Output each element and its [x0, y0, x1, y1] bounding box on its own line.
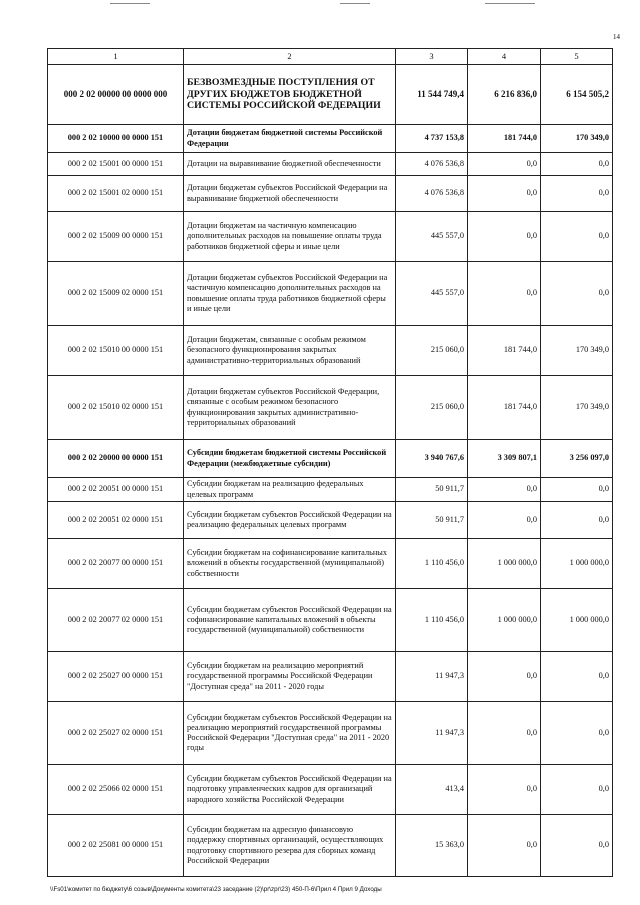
row-code: 000 2 02 20000 00 0000 151: [48, 440, 184, 478]
row-value: 181 744,0: [468, 326, 541, 376]
table-row: [48, 125, 613, 153]
column-header: 1: [48, 49, 184, 65]
row-code: 000 2 02 20051 00 0000 151: [48, 478, 184, 502]
row-value: 181 744,0: [468, 376, 541, 440]
scan-mark: [485, 3, 535, 4]
row-value: 11 947,3: [396, 652, 468, 702]
row-value: 6 154 505,2: [541, 65, 613, 125]
row-value: 215 060,0: [396, 326, 468, 376]
row-code: 000 2 02 15010 02 0000 151: [48, 376, 184, 440]
row-name: Субсидии бюджетам субъектов Российской Федерации на реализацию мероприятий государственной программы Российской Федерации "Доступная среда" на 2011 - 2020 годы: [184, 702, 396, 765]
row-value: 0,0: [468, 262, 541, 326]
row-name: Субсидии бюджетам субъектов Российской Федерации на реализацию федеральных целевых программ: [184, 502, 396, 539]
row-name: Субсидии бюджетам субъектов Российской Федерации на подготовку управленческих кадров для организаций народного хозяйства Российской Федерации: [184, 765, 396, 815]
table-row: [48, 440, 613, 478]
row-value: 170 349,0: [541, 125, 613, 153]
table-row: [48, 212, 613, 262]
row-name: Субсидии бюджетам на адресную финансовую поддержку спортивных организаций, осуществляющих подготовку спортивного резерва для сборных команд Российской Федерации: [184, 815, 396, 877]
row-name: Дотации бюджетам на частичную компенсацию дополнительных расходов на повышение оплаты труда работников бюджетной сферы и иные цели: [184, 212, 396, 262]
row-value: 4 076 536,8: [396, 176, 468, 212]
row-code: 000 2 02 10000 00 0000 151: [48, 125, 184, 153]
row-value: 1 000 000,0: [541, 589, 613, 652]
row-name: Дотации бюджетам, связанные с особым режимом безопасного функционирования закрытых административно-территориальных образований: [184, 326, 396, 376]
scan-mark: [110, 3, 150, 4]
row-value: 0,0: [541, 176, 613, 212]
row-value: 0,0: [468, 478, 541, 502]
column-header: 2: [184, 49, 396, 65]
row-value: 0,0: [541, 502, 613, 539]
table-row: [48, 176, 613, 212]
row-name: Субсидии бюджетам на реализацию мероприятий государственной программы Российской Федерации "Доступная среда" на 2011 - 2020 годы: [184, 652, 396, 702]
row-value: 170 349,0: [541, 376, 613, 440]
row-code: 000 2 02 00000 00 0000 000: [48, 65, 184, 125]
row-value: 0,0: [541, 765, 613, 815]
row-name: Субсидии бюджетам на реализацию федеральных целевых программ: [184, 478, 396, 502]
row-name: Субсидии бюджетам субъектов Российской Федерации на софинансирование капитальных вложений в объекты государственной (муниципальной) собственности: [184, 589, 396, 652]
row-code: 000 2 02 25027 00 0000 151: [48, 652, 184, 702]
row-value: 170 349,0: [541, 326, 613, 376]
row-value: 0,0: [541, 478, 613, 502]
row-value: 0,0: [541, 702, 613, 765]
row-value: 3 256 097,0: [541, 440, 613, 478]
footer-file-path: \\Fs01\комитет по бюджету\6 созыв\Документы комитета\23 заседание (2)\pr\zpr\23) 450-П-6\Прил 4 Прил 9 Доходы: [50, 886, 382, 893]
row-value: 0,0: [541, 815, 613, 877]
row-value: 11 947,3: [396, 702, 468, 765]
row-value: 50 911,7: [396, 478, 468, 502]
column-header: 5: [541, 49, 613, 65]
row-code: 000 2 02 25066 02 0000 151: [48, 765, 184, 815]
table-row: [48, 815, 613, 877]
row-value: 0,0: [468, 702, 541, 765]
row-value: 181 744,0: [468, 125, 541, 153]
row-code: 000 2 02 15001 00 0000 151: [48, 153, 184, 176]
table-row: [48, 765, 613, 815]
row-value: 50 911,7: [396, 502, 468, 539]
row-name: Дотации бюджетам бюджетной системы Российской Федерации: [184, 125, 396, 153]
table-row: [48, 589, 613, 652]
row-value: 4 737 153,8: [396, 125, 468, 153]
row-code: 000 2 02 15009 02 0000 151: [48, 262, 184, 326]
row-value: 0,0: [468, 176, 541, 212]
row-name: Дотации на выравнивание бюджетной обеспеченности: [184, 153, 396, 176]
header-row: [48, 49, 613, 65]
row-value: 1 000 000,0: [468, 589, 541, 652]
row-value: 0,0: [468, 212, 541, 262]
row-value: 1 110 456,0: [396, 539, 468, 589]
row-code: 000 2 02 20077 02 0000 151: [48, 589, 184, 652]
row-value: 445 557,0: [396, 262, 468, 326]
row-code: 000 2 02 25027 02 0000 151: [48, 702, 184, 765]
table-row: [48, 65, 613, 125]
row-value: 0,0: [468, 502, 541, 539]
table-row: [48, 376, 613, 440]
row-code: 000 2 02 15001 02 0000 151: [48, 176, 184, 212]
scan-mark: [340, 3, 370, 4]
row-value: 0,0: [468, 153, 541, 176]
row-value: 1 000 000,0: [468, 539, 541, 589]
row-value: 413,4: [396, 765, 468, 815]
column-header: 3: [396, 49, 468, 65]
table-row: [48, 153, 613, 176]
row-value: 3 940 767,6: [396, 440, 468, 478]
row-name: Дотации бюджетам субъектов Российской Федерации на выравнивание бюджетной обеспеченности: [184, 176, 396, 212]
row-name: БЕЗВОЗМЕЗДНЫЕ ПОСТУПЛЕНИЯ ОТ ДРУГИХ БЮДЖЕТОВ БЮДЖЕТНОЙ СИСТЕМЫ РОССИЙСКОЙ ФЕДЕРАЦИИ: [184, 65, 396, 125]
row-value: 0,0: [541, 212, 613, 262]
table-row: [48, 652, 613, 702]
row-value: 0,0: [541, 153, 613, 176]
table-row: [48, 326, 613, 376]
row-value: 1 000 000,0: [541, 539, 613, 589]
row-value: 4 076 536,8: [396, 153, 468, 176]
row-value: 11 544 749,4: [396, 65, 468, 125]
row-value: 15 363,0: [396, 815, 468, 877]
table-row: [48, 262, 613, 326]
row-value: 1 110 456,0: [396, 589, 468, 652]
column-header: 4: [468, 49, 541, 65]
row-name: Субсидии бюджетам бюджетной системы Российской Федерации (межбюджетные субсидии): [184, 440, 396, 478]
row-code: 000 2 02 20051 02 0000 151: [48, 502, 184, 539]
table-row: [48, 702, 613, 765]
table-row: [48, 478, 613, 502]
row-value: 0,0: [468, 652, 541, 702]
row-value: 0,0: [468, 815, 541, 877]
row-name: Дотации бюджетам субъектов Российской Федерации на частичную компенсацию дополнительных расходов на повышение оплаты труда работников бюджетной сферы и иные цели: [184, 262, 396, 326]
row-value: 3 309 807,1: [468, 440, 541, 478]
row-code: 000 2 02 25081 00 0000 151: [48, 815, 184, 877]
row-code: 000 2 02 15010 00 0000 151: [48, 326, 184, 376]
row-code: 000 2 02 15009 00 0000 151: [48, 212, 184, 262]
row-value: 215 060,0: [396, 376, 468, 440]
page-number: 14: [613, 33, 620, 41]
row-name: Субсидии бюджетам на софинансирование капитальных вложений в объекты государственной (муниципальной) собственности: [184, 539, 396, 589]
table-row: [48, 539, 613, 589]
row-value: 0,0: [541, 262, 613, 326]
budget-revenue-table: [47, 48, 613, 877]
table-row: [48, 502, 613, 539]
row-value: 0,0: [468, 765, 541, 815]
row-value: 0,0: [541, 652, 613, 702]
row-value: 6 216 836,0: [468, 65, 541, 125]
row-name: Дотации бюджетам субъектов Российской Федерации, связанные с особым режимом безопасного функционирования закрытых административно-территориальных образований: [184, 376, 396, 440]
row-code: 000 2 02 20077 00 0000 151: [48, 539, 184, 589]
row-value: 445 557,0: [396, 212, 468, 262]
